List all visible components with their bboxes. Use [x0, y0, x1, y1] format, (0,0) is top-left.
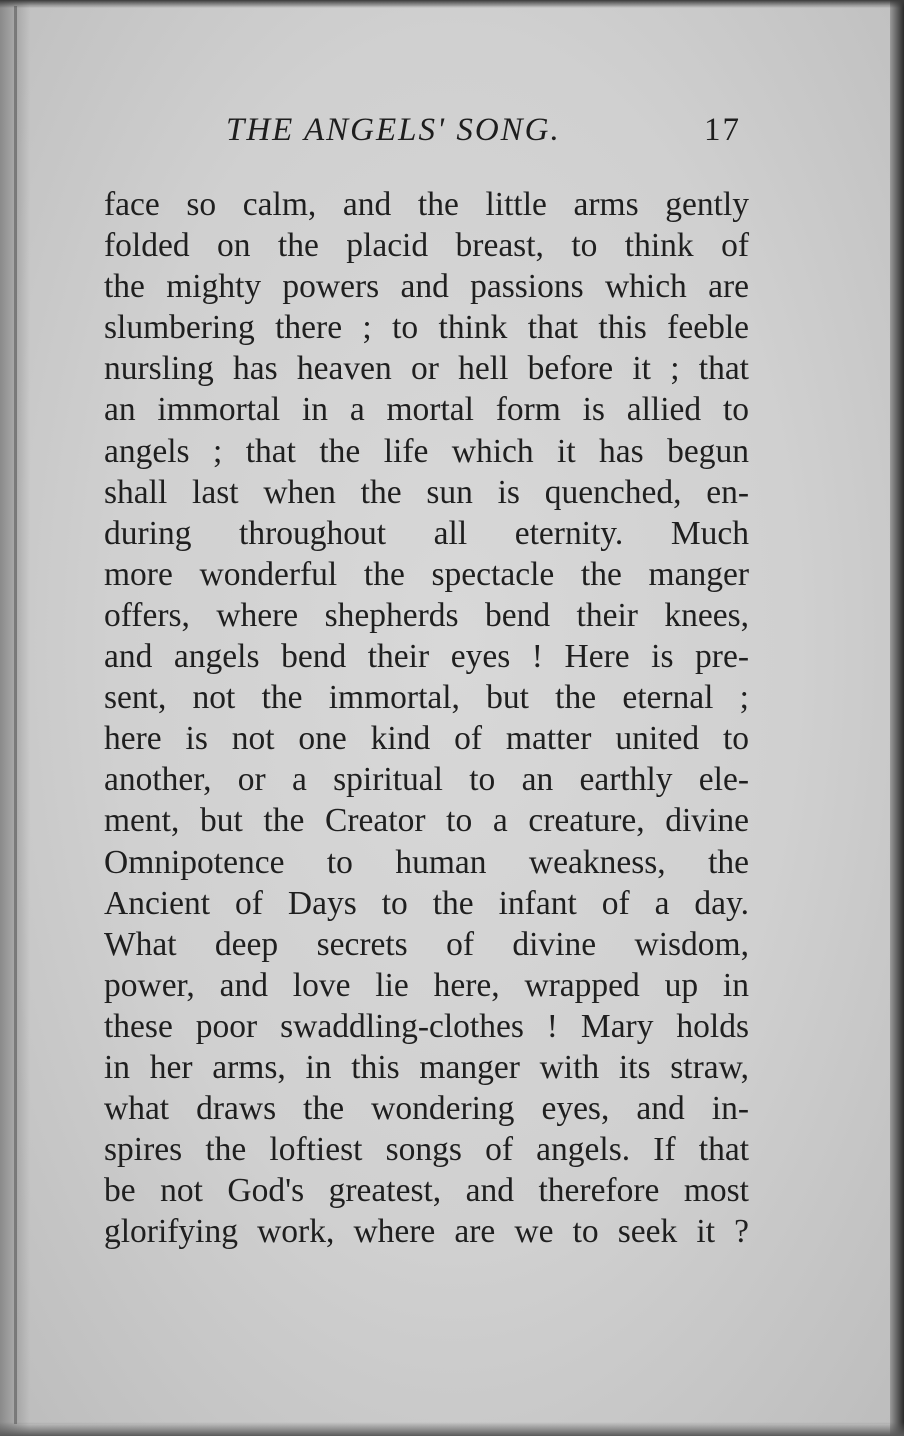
spine-shadow: [0, 0, 30, 1436]
text-line: Ancient of Days to the infant of a day.: [104, 884, 749, 922]
text-line: ment, but the Creator to a creature, divine: [104, 802, 749, 840]
text-line: these poor swaddling-clothes ! Mary holds: [104, 1007, 749, 1045]
text-line: shall last when the sun is quenched, en-: [104, 473, 749, 511]
text-line: the mighty powers and passions which are: [104, 268, 749, 306]
page-top-edge: [0, 0, 904, 8]
page-right-edge: [890, 0, 904, 1436]
text-line: an immortal in a mortal form is allied to: [104, 391, 749, 429]
text-line: spires the loftiest songs of angels. If that: [104, 1131, 749, 1169]
text-line: What deep secrets of divine wisdom,: [104, 925, 749, 963]
text-line: sent, not the immortal, but the eternal ;: [104, 679, 749, 717]
text-line: another, or a spiritual to an earthly ele-: [104, 761, 749, 799]
text-line: nursling has heaven or hell before it ; that: [104, 350, 749, 388]
text-line: during throughout all eternity. Much: [104, 514, 749, 552]
text-line: what draws the wondering eyes, and in-: [104, 1090, 749, 1128]
text-line: power, and love lie here, wrapped up in: [104, 966, 749, 1004]
text-line: Omnipotence to human weakness, the: [104, 843, 749, 881]
text-line: be not God's greatest, and therefore most: [104, 1172, 749, 1210]
text-line: face so calm, and the little arms gently: [104, 186, 749, 223]
text-line: slumbering there ; to think that this feeble: [104, 309, 749, 347]
text-line: here is not one kind of matter united to: [104, 720, 749, 758]
text-line: glorifying work, where are we to seek it ?: [104, 1213, 749, 1251]
page-number: 17: [704, 112, 741, 148]
running-title: THE ANGELS' SONG.: [226, 112, 561, 148]
running-head: [226, 112, 741, 162]
text-line: angels ; that the life which it has begun: [104, 432, 749, 470]
text-line: and angels bend their eyes ! Here is pre-: [104, 638, 749, 676]
text-line: offers, where shepherds bend their knees,: [104, 596, 749, 634]
body-text: [104, 184, 749, 1252]
text-line: more wonderful the spectacle the manger: [104, 555, 749, 593]
text-line: folded on the placid breast, to think of: [104, 227, 749, 265]
text-line: in her arms, in this manger with its straw,: [104, 1048, 749, 1086]
page-bottom-edge: [0, 1422, 904, 1436]
